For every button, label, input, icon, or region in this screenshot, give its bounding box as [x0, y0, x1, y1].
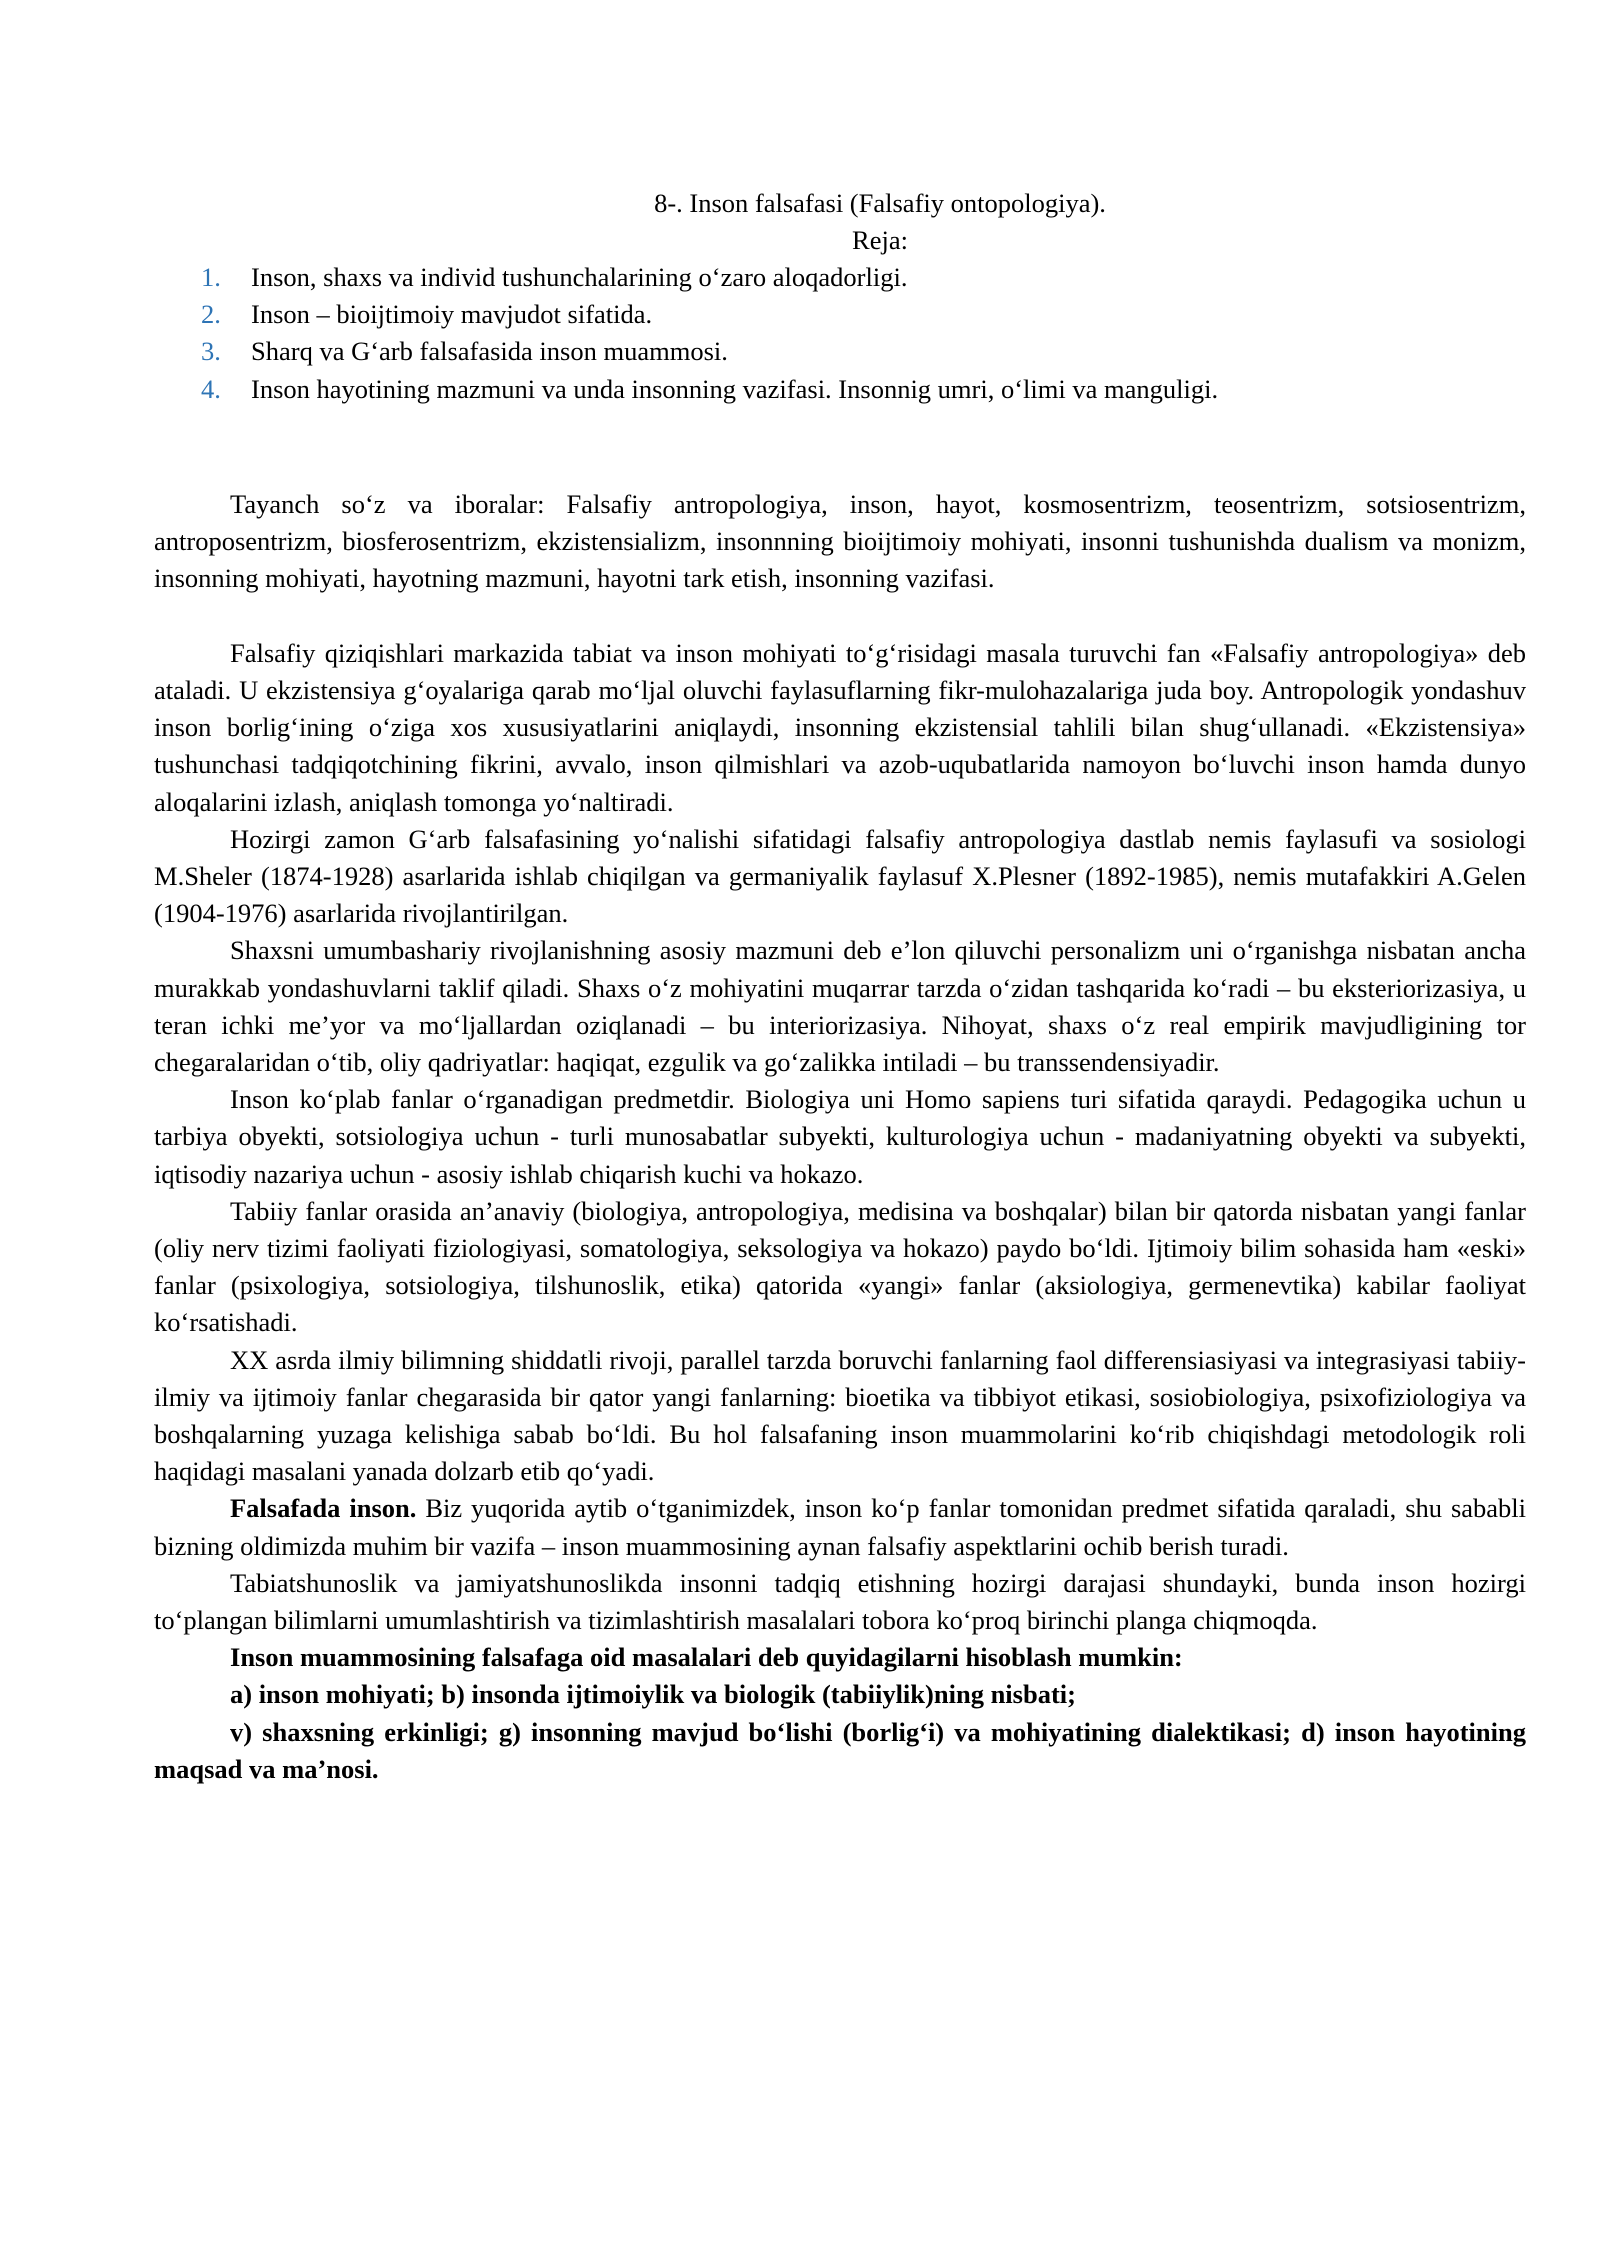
plan-list: [0, 259, 1600, 408]
bold-paragraph: a) inson mohiyati; b) insonda ijtimoiylik va biologik (tabiiylik)ning nisbati;: [230, 1679, 1076, 1710]
document-body: [154, 486, 1526, 1788]
plan-item-text: Inson – bioijtimoiy mavjudot sifatida.: [251, 299, 653, 330]
body-paragraph: XX asrda ilmiy bilimning shiddatli rivoji, parallel tarzda boruvchi fanlarning faol differensiasiyasi va integrasiyasi tabiiy-ilmiy va ijtimoiy fanlar chegarasida bir qator yangi fanlarning: bioetika va tibbiyot etikasi, sosiobiologiya, psixofiziologiya va boshqalarning yuzaga kelishiga sabab bo‘ldi. Bu hol falsafaning inson muammolarini ko‘rib chiqishdagi metodologik roli haqidagi masalani yanada dolzarb etib qo‘yadi.: [154, 1344, 1526, 1487]
plan-item-text: Inson hayotining mazmuni va unda insonning vazifasi. Insonnig umri, o‘limi va manguligi.: [251, 373, 1219, 404]
plan-item: [0, 371, 1600, 408]
plan-item-text: Sharq va G‘arb falsafasida inson muammosi.: [251, 336, 728, 367]
body-paragraph: Hozirgi zamon G‘arb falsafasining yo‘nalishi sifatidagi falsafiy antropologiya dastlab nemis faylasufi va sosiologi M.Sheler (1874-1928) asarlarida ishlab chiqilgan va germaniyalik faylasuf X.Plesner (1892-1985), nemis mutafakkiri A.Gelen (1904-1976) asarlarida rivojlantirilgan.: [154, 823, 1526, 929]
body-paragraph: [154, 1490, 1526, 1564]
plan-item-number: 3.: [201, 336, 221, 367]
plan-item: [0, 259, 1600, 296]
body-paragraph: Shaxsni umumbashariy rivojlanishning asosiy mazmuni deb e’lon qiluvchi personalizm uni o‘rganishga nisbatan ancha murakkab yondashuvlarni taklif qiladi. Shaxs o‘z mohiyatini muqarrar tarzda o‘zidan tashqarida ko‘radi – bu eksteriorizasiya, u teran ichki me’yor va mo‘ljallardan oziqlanadi – bu interiorizasiya. Nihoyat, shaxs o‘z real empirik mavjudligining tor chegaralaridan o‘tib, oliy qadriyatlar: haqiqat, ezgulik va go‘zalikka intiladi – bu transsendensiyadir.: [154, 935, 1526, 1078]
plan-item: [0, 296, 1600, 333]
paragraph-gap: [154, 598, 1526, 635]
document-title: 8-. Inson falsafasi (Falsafiy ontopologiya).: [654, 188, 1106, 218]
plan-item-number: 4.: [201, 373, 221, 404]
plan-heading: Reja:: [852, 225, 908, 255]
body-paragraph: Tabiatshunoslik va jamiyatshunoslikda insonni tadqiq etishning hozirgi darajasi shundayki, bunda inson hozirgi to‘plangan bilimlarni umumlashtirish va tizimlashtirish masalalari tobora ko‘proq birinchi planga chiqmoqda.: [154, 1567, 1526, 1636]
body-paragraph: Falsafiy qiziqishlari markazida tabiat va inson mohiyati to‘g‘risidagi masala turuvchi fan «Falsafiy antropologiya» deb ataladi. U ekzistensiya g‘oyalariga qarab mo‘ljal oluvchi faylasuflarning fikr-mulohazalariga juda boy. Antropologik yondashuv inson borlig‘ining o‘ziga xos xususiyatlarini aniqlaydi, insonning ekzistensial tahlili bilan shug‘ullanadi. «Ekzistensiya» tushunchasi tadqiqotchining fikrini, avvalo, inson qilmishlari va azob-uqubatlarida namoyon bo‘luvchi inson hamda dunyo aloqalarini izlash, aniqlash tomonga yo‘naltiradi.: [154, 637, 1526, 817]
plan-item: [0, 333, 1600, 370]
plan-item-number: 2.: [201, 299, 221, 330]
bold-paragraph: Inson muammosining falsafaga oid masalalari deb quyidagilarni hisoblash mumkin:: [230, 1642, 1183, 1673]
body-paragraph: Tabiiy fanlar orasida an’anaviy (biologiya, antropologiya, medisina va boshqalar) bilan bir qatorda nisbatan yangi fanlar (oliy nerv tizimi faoliyati fiziologiyasi, somatologiya, seksologiya va hokazo) paydo bo‘ldi. Ijtimoiy bilim sohasida ham «eski» fanlar (psixologiya, sotsiologiya, tilshunoslik, etika) qatorida «yangi» fanlar (aksiologiya, germenevtika) kabilar faoliyat ko‘rsatishadi.: [154, 1195, 1526, 1338]
body-paragraph: Inson ko‘plab fanlar o‘rganadigan predmetdir. Biologiya uni Homo sapiens turi sifatida qaraydi. Pedagogika uchun u tarbiya obyekti, sotsiologiya uchun - turli munosabatlar subyekti, kulturologiya uchun - madaniyatning obyekti va subyekti, iqtisodiy nazariya uchun - asosiy ishlab chiqarish kuchi va hokazo.: [154, 1084, 1526, 1189]
bold-paragraph: v) shaxsning erkinligi; g) insonning mavjud bo‘lishi (borlig‘i) va mohiyatining dialektikasi; d) inson hayotining maqsad va ma’nosi.: [154, 1716, 1526, 1784]
plan-item-number: 1.: [201, 262, 221, 292]
paragraph-text: Biz yuqorida aytib o‘tganimizdek, inson ko‘p fanlar tomonidan predmet sifatida qaraladi, shu sababli bizning oldimizda muhim bir vazifa – inson muammosining aynan falsafiy aspektlarini ochib berish turadi.: [154, 1493, 1526, 1561]
keywords-paragraph: Tayanch so‘z va iboralar: Falsafiy antropologiya, inson, hayot, kosmosentrizm, teosentrizm, sotsiosentrizm, antroposentrizm, biosferosentrizm, ekzistensializm, insonnning bioijtimoiy mohiyati, insonni tushunishda dualism va monizm, insonning mohiyati, hayotning mazmuni, hayotni tark etish, insonning vazifasi.: [154, 489, 1526, 594]
section-heading: Falsafada inson.: [230, 1493, 417, 1524]
plan-item-text: Inson, shaxs va individ tushunchalarining o‘zaro aloqadorligi.: [251, 262, 908, 292]
